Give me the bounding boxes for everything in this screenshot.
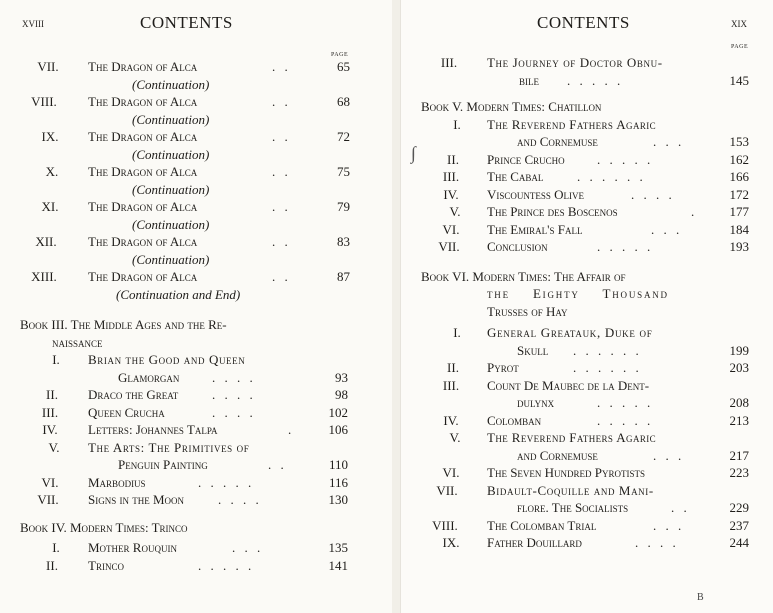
toc-entry bbox=[0, 128, 392, 146]
leader-dots: . . bbox=[272, 59, 291, 74]
leader-dots: . . . . bbox=[631, 186, 675, 202]
entry-number: III. bbox=[41, 404, 59, 420]
leader-dots: . . bbox=[272, 129, 291, 144]
entry-page: 153 bbox=[729, 134, 749, 149]
entry-title: Queen Crucha bbox=[88, 404, 165, 420]
entry-title: Letters: Johannes Talpa bbox=[88, 422, 218, 437]
entry-page: 83 bbox=[337, 234, 350, 249]
toc-entry bbox=[0, 557, 392, 575]
page-column-label: PAGE bbox=[731, 44, 749, 50]
book-heading-cont: Trusses of Hay bbox=[487, 303, 568, 319]
entry-number: VII. bbox=[438, 239, 460, 254]
entry-number: I. bbox=[52, 352, 60, 367]
entry-title: The Dragon of Alca bbox=[88, 269, 198, 284]
toc-entry bbox=[401, 534, 773, 552]
entry-title: Bidault-Coquille and Mani- bbox=[487, 482, 654, 498]
toc-entry-sub bbox=[0, 146, 392, 164]
entry-number: III. bbox=[442, 377, 460, 393]
entry-title: The Cabal bbox=[487, 169, 544, 184]
entry-number: XII. bbox=[35, 234, 57, 249]
book-heading: Book IV. Modern Times: Trinco bbox=[20, 519, 188, 535]
entry-number: VII. bbox=[37, 59, 59, 74]
toc-entry bbox=[0, 93, 392, 111]
leader-dots: . . . . . . bbox=[573, 342, 642, 358]
book-heading: Book V. Modern Times: Chatillon bbox=[421, 99, 602, 114]
leader-dots: . . . bbox=[653, 447, 685, 463]
entry-page: 145 bbox=[729, 72, 749, 88]
entry-title: Signs in the Moon bbox=[88, 492, 185, 507]
entry-number: IX. bbox=[442, 535, 460, 550]
toc-entry bbox=[401, 377, 773, 395]
page-header: CONTENTS bbox=[537, 13, 630, 32]
toc-entry bbox=[0, 421, 392, 439]
entry-title: The Journey of Doctor Obnu- bbox=[487, 55, 663, 70]
entry-page: 213 bbox=[729, 412, 749, 428]
toc-entry-sub bbox=[0, 181, 392, 199]
entry-number: VII. bbox=[436, 482, 458, 498]
leader-dots: . . . . bbox=[635, 535, 679, 550]
toc-entry bbox=[0, 386, 392, 404]
toc-entry-cont bbox=[0, 456, 392, 474]
leader-dots: . . . . bbox=[218, 492, 262, 507]
entry-title: General Greatauk, Duke of bbox=[487, 325, 653, 340]
entry-number: I. bbox=[52, 540, 60, 555]
entry-title-cont: flore. The Socialists bbox=[517, 500, 629, 515]
entry-number: VIII. bbox=[31, 94, 57, 109]
leader-dots: . . . . . bbox=[597, 151, 654, 167]
leader-dots: . . . . bbox=[212, 369, 256, 385]
entry-number: IX. bbox=[41, 129, 59, 144]
toc-entry-cont bbox=[401, 447, 773, 465]
entry-number: V. bbox=[48, 439, 60, 455]
toc-entry bbox=[401, 142, 773, 169]
leader-dots: . . . . . bbox=[567, 72, 624, 88]
book-heading-cont: the Eighty Thousand bbox=[487, 286, 669, 301]
toc-entry-cont bbox=[0, 369, 392, 387]
toc-list bbox=[0, 58, 392, 574]
entry-page: 166 bbox=[729, 169, 749, 184]
entry-number: I. bbox=[453, 116, 461, 132]
entry-subtitle: (Continuation) bbox=[132, 76, 210, 92]
leader-dots: . . bbox=[272, 234, 291, 249]
entry-number: II. bbox=[447, 151, 459, 167]
toc-entry bbox=[401, 324, 773, 342]
toc-entry bbox=[0, 58, 392, 76]
entry-title: Prince Crucho bbox=[487, 151, 565, 167]
entry-number: VI. bbox=[442, 465, 460, 480]
leader-dots: . . . . . bbox=[198, 557, 255, 573]
entry-title: The Arts: The Primitives of bbox=[88, 439, 250, 455]
pencil-mark-icon: ∫ bbox=[411, 142, 416, 163]
entry-page: 110 bbox=[328, 457, 348, 472]
entry-title: The Emiral's Fall bbox=[487, 221, 583, 237]
entry-page: 141 bbox=[328, 557, 348, 573]
entry-subtitle: (Continuation) bbox=[132, 251, 210, 267]
entry-number: II. bbox=[46, 557, 58, 573]
entry-number: II. bbox=[447, 360, 459, 375]
entry-subtitle: (Continuation) bbox=[132, 111, 210, 127]
entry-page: 237 bbox=[729, 517, 749, 533]
entry-page: 75 bbox=[337, 164, 350, 179]
entry-title: Draco the Great bbox=[88, 387, 179, 402]
toc-entry-cont bbox=[401, 342, 773, 360]
signature-mark: B bbox=[697, 592, 704, 603]
entry-title: Trinco bbox=[88, 557, 124, 573]
toc-entry bbox=[401, 464, 773, 482]
leader-dots: . . . . bbox=[212, 404, 256, 420]
entry-number: XIII. bbox=[31, 269, 57, 284]
toc-entry bbox=[401, 54, 773, 72]
toc-entry bbox=[0, 233, 392, 251]
entry-page: 223 bbox=[729, 465, 749, 480]
toc-entry bbox=[0, 351, 392, 369]
toc-entry bbox=[401, 168, 773, 186]
toc-entry bbox=[401, 517, 773, 535]
entry-title-cont: bile bbox=[519, 72, 539, 88]
entry-page: 93 bbox=[335, 369, 348, 385]
book-heading: Book III. The Middle Ages and the Re- bbox=[20, 317, 227, 332]
entry-number: III. bbox=[440, 55, 458, 70]
entry-title-cont: Glamorgan bbox=[118, 369, 180, 385]
entry-number: IV. bbox=[42, 422, 58, 437]
leader-dots: . . . . . . bbox=[577, 169, 646, 184]
entry-title: Viscountess Olive bbox=[487, 186, 585, 202]
toc-entry-sub bbox=[0, 111, 392, 129]
entry-page: 217 bbox=[729, 447, 749, 463]
toc-entry-sub bbox=[0, 216, 392, 234]
entry-page: 208 bbox=[729, 395, 749, 410]
entry-subtitle: (Continuation and End) bbox=[116, 286, 241, 302]
toc-entry-cont bbox=[401, 133, 773, 151]
entry-title: The Dragon of Alca bbox=[88, 234, 198, 249]
entry-number: V. bbox=[449, 204, 461, 219]
entry-number: IV. bbox=[443, 412, 459, 428]
entry-title: Brian the Good and Queen bbox=[88, 352, 246, 367]
entry-page: 68 bbox=[337, 94, 350, 109]
entry-number: II. bbox=[46, 387, 58, 402]
leader-dots: . . . . . bbox=[597, 395, 654, 410]
book-heading: Book VI. Modern Times: The Affair of bbox=[421, 268, 626, 284]
leader-dots: . . . bbox=[651, 221, 683, 237]
entry-title: The Dragon of Alca bbox=[88, 129, 198, 144]
toc-entry bbox=[0, 404, 392, 422]
leader-dots: . . . . . bbox=[597, 412, 654, 428]
entry-page: 184 bbox=[729, 221, 749, 237]
toc-entry bbox=[401, 186, 773, 204]
leader-dots: . . bbox=[272, 94, 291, 109]
toc-entry-sub bbox=[0, 286, 392, 304]
toc-entry-sub bbox=[0, 251, 392, 269]
toc-entry bbox=[0, 491, 392, 509]
toc-entry bbox=[0, 439, 392, 457]
entry-title: The Prince des Boscenos bbox=[487, 204, 618, 219]
entry-number: XI. bbox=[41, 199, 59, 214]
leader-dots: . . . bbox=[232, 540, 264, 555]
leader-dots: . . bbox=[671, 500, 690, 515]
entry-page: 116 bbox=[328, 474, 348, 490]
entry-title: The Colomban Trial bbox=[487, 517, 597, 533]
entry-number: VI. bbox=[41, 474, 59, 490]
page-number: xix bbox=[731, 15, 747, 30]
entry-page: 162 bbox=[729, 151, 749, 167]
book-heading-cont: naissance bbox=[52, 334, 103, 350]
right-page bbox=[400, 0, 773, 613]
entry-title: Father Douillard bbox=[487, 535, 582, 550]
leader-dots: . . bbox=[272, 269, 291, 284]
toc-entry bbox=[401, 412, 773, 430]
entry-page: 106 bbox=[328, 422, 348, 437]
leader-dots: . . . . . bbox=[597, 239, 654, 254]
leader-dots: . bbox=[288, 422, 295, 437]
toc-entry-cont bbox=[401, 499, 773, 517]
toc-entry bbox=[0, 163, 392, 181]
toc-entry bbox=[0, 539, 392, 557]
entry-title: Colomban bbox=[487, 412, 542, 428]
page-column-label: PAGE bbox=[331, 52, 349, 58]
toc-entry bbox=[0, 474, 392, 492]
entry-page: 135 bbox=[328, 540, 348, 555]
leader-dots: . . bbox=[268, 457, 287, 472]
toc-list bbox=[401, 54, 773, 552]
leader-dots: . . . . bbox=[212, 387, 256, 402]
toc-entry bbox=[0, 198, 392, 216]
entry-page: 87 bbox=[337, 269, 350, 284]
entry-number: VI. bbox=[442, 221, 460, 237]
entry-page: 229 bbox=[729, 500, 749, 515]
entry-title: Marbodius bbox=[88, 474, 146, 490]
entry-page: 102 bbox=[328, 404, 348, 420]
toc-entry-cont bbox=[401, 394, 773, 412]
entry-title-cont: dulynx bbox=[517, 395, 555, 410]
entry-page: 79 bbox=[337, 199, 350, 214]
entry-number: III. bbox=[442, 169, 460, 184]
entry-title: The Dragon of Alca bbox=[88, 59, 198, 74]
entry-page: 177 bbox=[729, 204, 749, 219]
entry-page: 98 bbox=[335, 387, 348, 402]
toc-entry bbox=[401, 238, 773, 256]
entry-title: The Reverend Fathers Agaric bbox=[487, 116, 657, 132]
toc-entry bbox=[401, 482, 773, 500]
entry-title: The Dragon of Alca bbox=[88, 164, 198, 179]
entry-page: 199 bbox=[729, 342, 749, 358]
entry-title: Pyrot bbox=[487, 360, 519, 375]
leader-dots: . . . bbox=[653, 134, 685, 149]
entry-page: 65 bbox=[337, 59, 350, 74]
entry-page: 203 bbox=[729, 360, 749, 375]
entry-title: The Dragon of Alca bbox=[88, 94, 198, 109]
entry-title-cont: and Cornemuse bbox=[517, 134, 598, 149]
toc-entry bbox=[0, 268, 392, 286]
book-gutter bbox=[392, 0, 400, 613]
entry-title-cont: and Cornemuse bbox=[517, 447, 598, 463]
toc-entry bbox=[401, 429, 773, 447]
entry-title: Count De Maubec de la Dent- bbox=[487, 377, 650, 393]
entry-number: V. bbox=[449, 430, 461, 445]
entry-title-cont: Skull bbox=[517, 342, 549, 358]
toc-entry bbox=[401, 221, 773, 239]
toc-entry bbox=[401, 359, 773, 377]
entry-title: The Reverend Fathers Agaric bbox=[487, 430, 657, 445]
entry-title: Mother Rouquin bbox=[88, 540, 177, 555]
entry-page: 193 bbox=[729, 239, 749, 254]
entry-title: The Dragon of Alca bbox=[88, 199, 198, 214]
entry-number: I. bbox=[453, 325, 461, 340]
entry-number: X. bbox=[45, 164, 59, 179]
toc-entry bbox=[401, 203, 773, 221]
leader-dots: . . bbox=[272, 164, 291, 179]
entry-page: 72 bbox=[337, 129, 350, 144]
page-header: CONTENTS bbox=[140, 13, 233, 32]
entry-subtitle: (Continuation) bbox=[132, 216, 210, 232]
toc-entry-cont bbox=[401, 72, 773, 90]
leader-dots: . . . . . bbox=[198, 474, 255, 490]
entry-number: VII. bbox=[37, 492, 59, 507]
entry-page: 172 bbox=[729, 186, 749, 202]
entry-number: IV. bbox=[443, 186, 459, 202]
entry-title: Conclusion bbox=[487, 239, 548, 254]
leader-dots: . bbox=[691, 204, 698, 219]
entry-page: 244 bbox=[729, 535, 749, 550]
entry-title: The Seven Hundred Pyrotists bbox=[487, 465, 646, 480]
leader-dots: . . . . . . bbox=[573, 360, 642, 375]
leader-dots: . . . bbox=[653, 517, 685, 533]
entry-title-cont: Penguin Painting bbox=[118, 457, 208, 472]
entry-page: 130 bbox=[328, 492, 348, 507]
toc-entry bbox=[401, 116, 773, 134]
page-number: xviii bbox=[22, 15, 44, 30]
toc-entry-sub bbox=[0, 76, 392, 94]
entry-subtitle: (Continuation) bbox=[132, 146, 210, 162]
leader-dots: . . bbox=[272, 199, 291, 214]
entry-number: VIII. bbox=[432, 517, 458, 533]
entry-subtitle: (Continuation) bbox=[132, 181, 210, 197]
